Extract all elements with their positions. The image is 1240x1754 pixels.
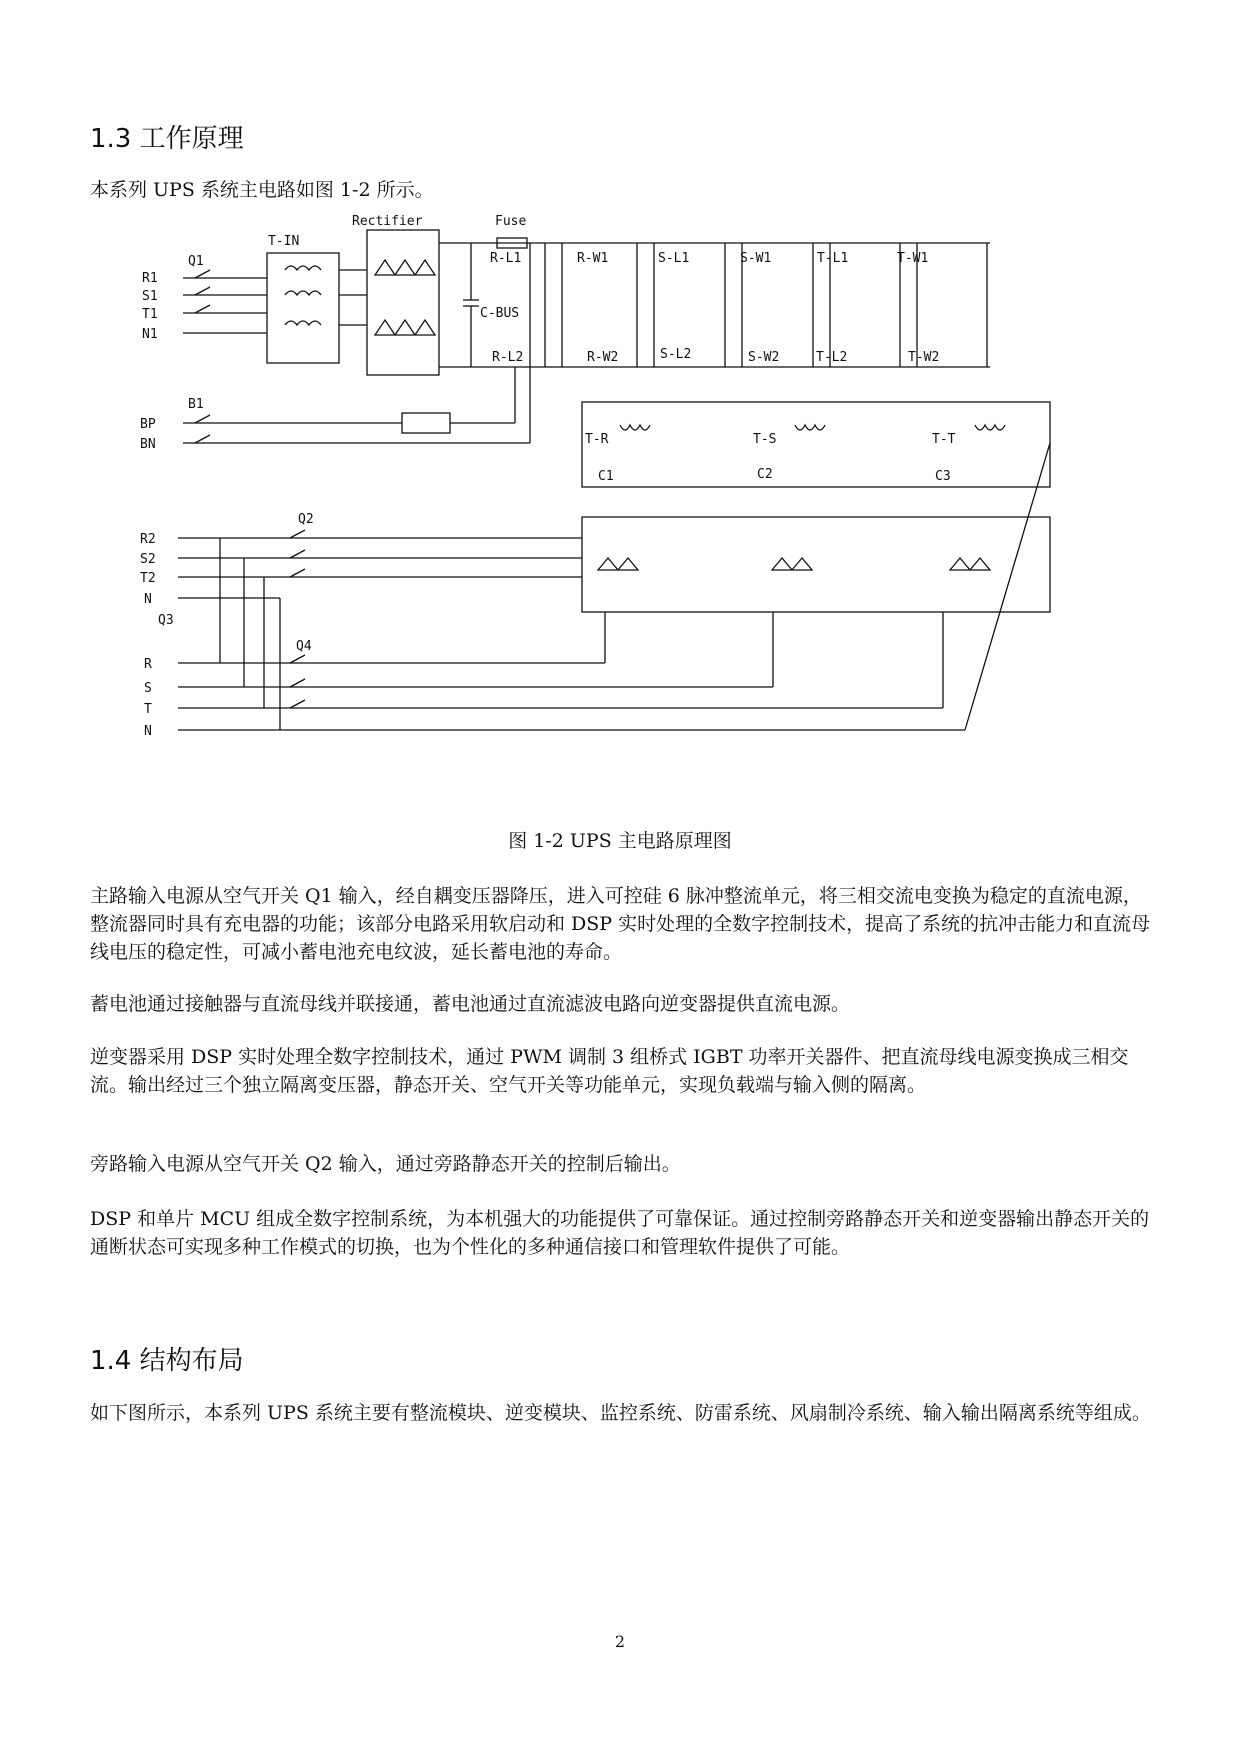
label-c-bus: C-BUS: [480, 306, 520, 321]
section-heading-1-3: 1.3 工作原理: [90, 124, 244, 154]
intro-paragraph: 本系列 UPS 系统主电路如图 1-2 所示。: [90, 179, 434, 201]
label-s1: S1: [142, 289, 158, 304]
label-t-w2: T-W2: [908, 350, 940, 365]
section-heading-1-4: 1.4 结构布局: [90, 1346, 244, 1376]
label-fuse: Fuse: [495, 214, 527, 229]
label-r-out: R: [144, 657, 152, 672]
label-r2: R2: [140, 532, 156, 547]
label-s-w1: S-W1: [740, 251, 772, 266]
label-r1: R1: [142, 271, 158, 286]
label-t-r: T-R: [585, 432, 609, 447]
label-t-s: T-S: [753, 432, 777, 447]
label-t-l1: T-L1: [817, 251, 849, 266]
label-q4: Q4: [296, 639, 312, 654]
label-t-out: T: [144, 702, 152, 717]
label-bp: BP: [140, 417, 156, 432]
label-c1: C1: [598, 469, 614, 484]
label-bn: BN: [140, 437, 156, 452]
label-n1: N1: [142, 327, 158, 342]
paragraph-main-input: 主路输入电源从空气开关 Q1 输入，经自耦变压器降压，进入可控硅 6 脉冲整流单元，将三相交流电变换为稳定的直流电源，整流器同时具有充电器的功能；该部分电路采用软启动和 DSP 实时处理的全数字控制技术，提高了系统的抗冲击能力和直流母线电压的稳定性，可减小蓄电池充电纹波，延长蓄电池的寿命。: [90, 885, 1151, 963]
label-r-w1: R-W1: [577, 251, 609, 266]
label-q1: Q1: [188, 254, 204, 269]
label-b1: B1: [188, 397, 204, 412]
paragraph-structure: 如下图所示，本系列 UPS 系统主要有整流模块、逆变模块、监控系统、防雷系统、风扇制冷系统、输入输出隔离系统等组成。: [90, 1402, 1151, 1424]
label-c2: C2: [757, 467, 773, 482]
label-s-l2: S-L2: [660, 347, 692, 362]
label-q2: Q2: [298, 512, 314, 527]
label-c3: C3: [935, 469, 951, 484]
paragraph-battery: 蓄电池通过接触器与直流母线并联接通，蓄电池通过直流滤波电路向逆变器提供直流电源。: [90, 993, 851, 1015]
label-rectifier: Rectifier: [352, 214, 423, 229]
label-t2: T2: [140, 571, 156, 586]
label-t-w1: T-W1: [897, 251, 929, 266]
label-r-l2: R-L2: [492, 350, 524, 365]
paragraph-control: DSP 和单片 MCU 组成全数字控制系统，为本机强大的功能提供了可靠保证。通过控制旁路静态开关和逆变器输出静态开关的通断状态可实现多种工作模式的切换，也为个性化的多种通信接口和管理软件提供了可能。: [90, 1208, 1150, 1258]
paragraph-bypass: 旁路输入电源从空气开关 Q2 输入，通过旁路静态开关的控制后输出。: [90, 1153, 681, 1175]
label-s-l1: S-L1: [658, 251, 690, 266]
page-number: 2: [614, 1632, 626, 1651]
label-s-out: S: [144, 681, 152, 696]
label-t-in: T-IN: [268, 234, 300, 249]
label-t-l2: T-L2: [816, 350, 848, 365]
label-t-t: T-T: [932, 432, 956, 447]
paragraph-inverter: 逆变器采用 DSP 实时处理全数字控制技术，通过 PWM 调制 3 组桥式 IGBT 功率开关器件、把直流母线电源变换成三相交流。输出经过三个独立隔离变压器，静态开关、空气开关等功能单元，实现负载端与输入侧的隔离。: [90, 1046, 1129, 1096]
label-t1: T1: [142, 307, 158, 322]
label-s2: S2: [140, 552, 156, 567]
label-n-bypass: N: [144, 592, 152, 607]
label-q3: Q3: [158, 613, 174, 628]
figure-caption: 图 1-2 UPS 主电路原理图: [508, 830, 732, 852]
label-r-l1: R-L1: [490, 251, 522, 266]
ups-main-circuit-diagram: [140, 214, 1100, 820]
label-s-w2: S-W2: [748, 350, 780, 365]
label-r-w2: R-W2: [587, 350, 619, 365]
label-n-out: N: [144, 724, 152, 739]
